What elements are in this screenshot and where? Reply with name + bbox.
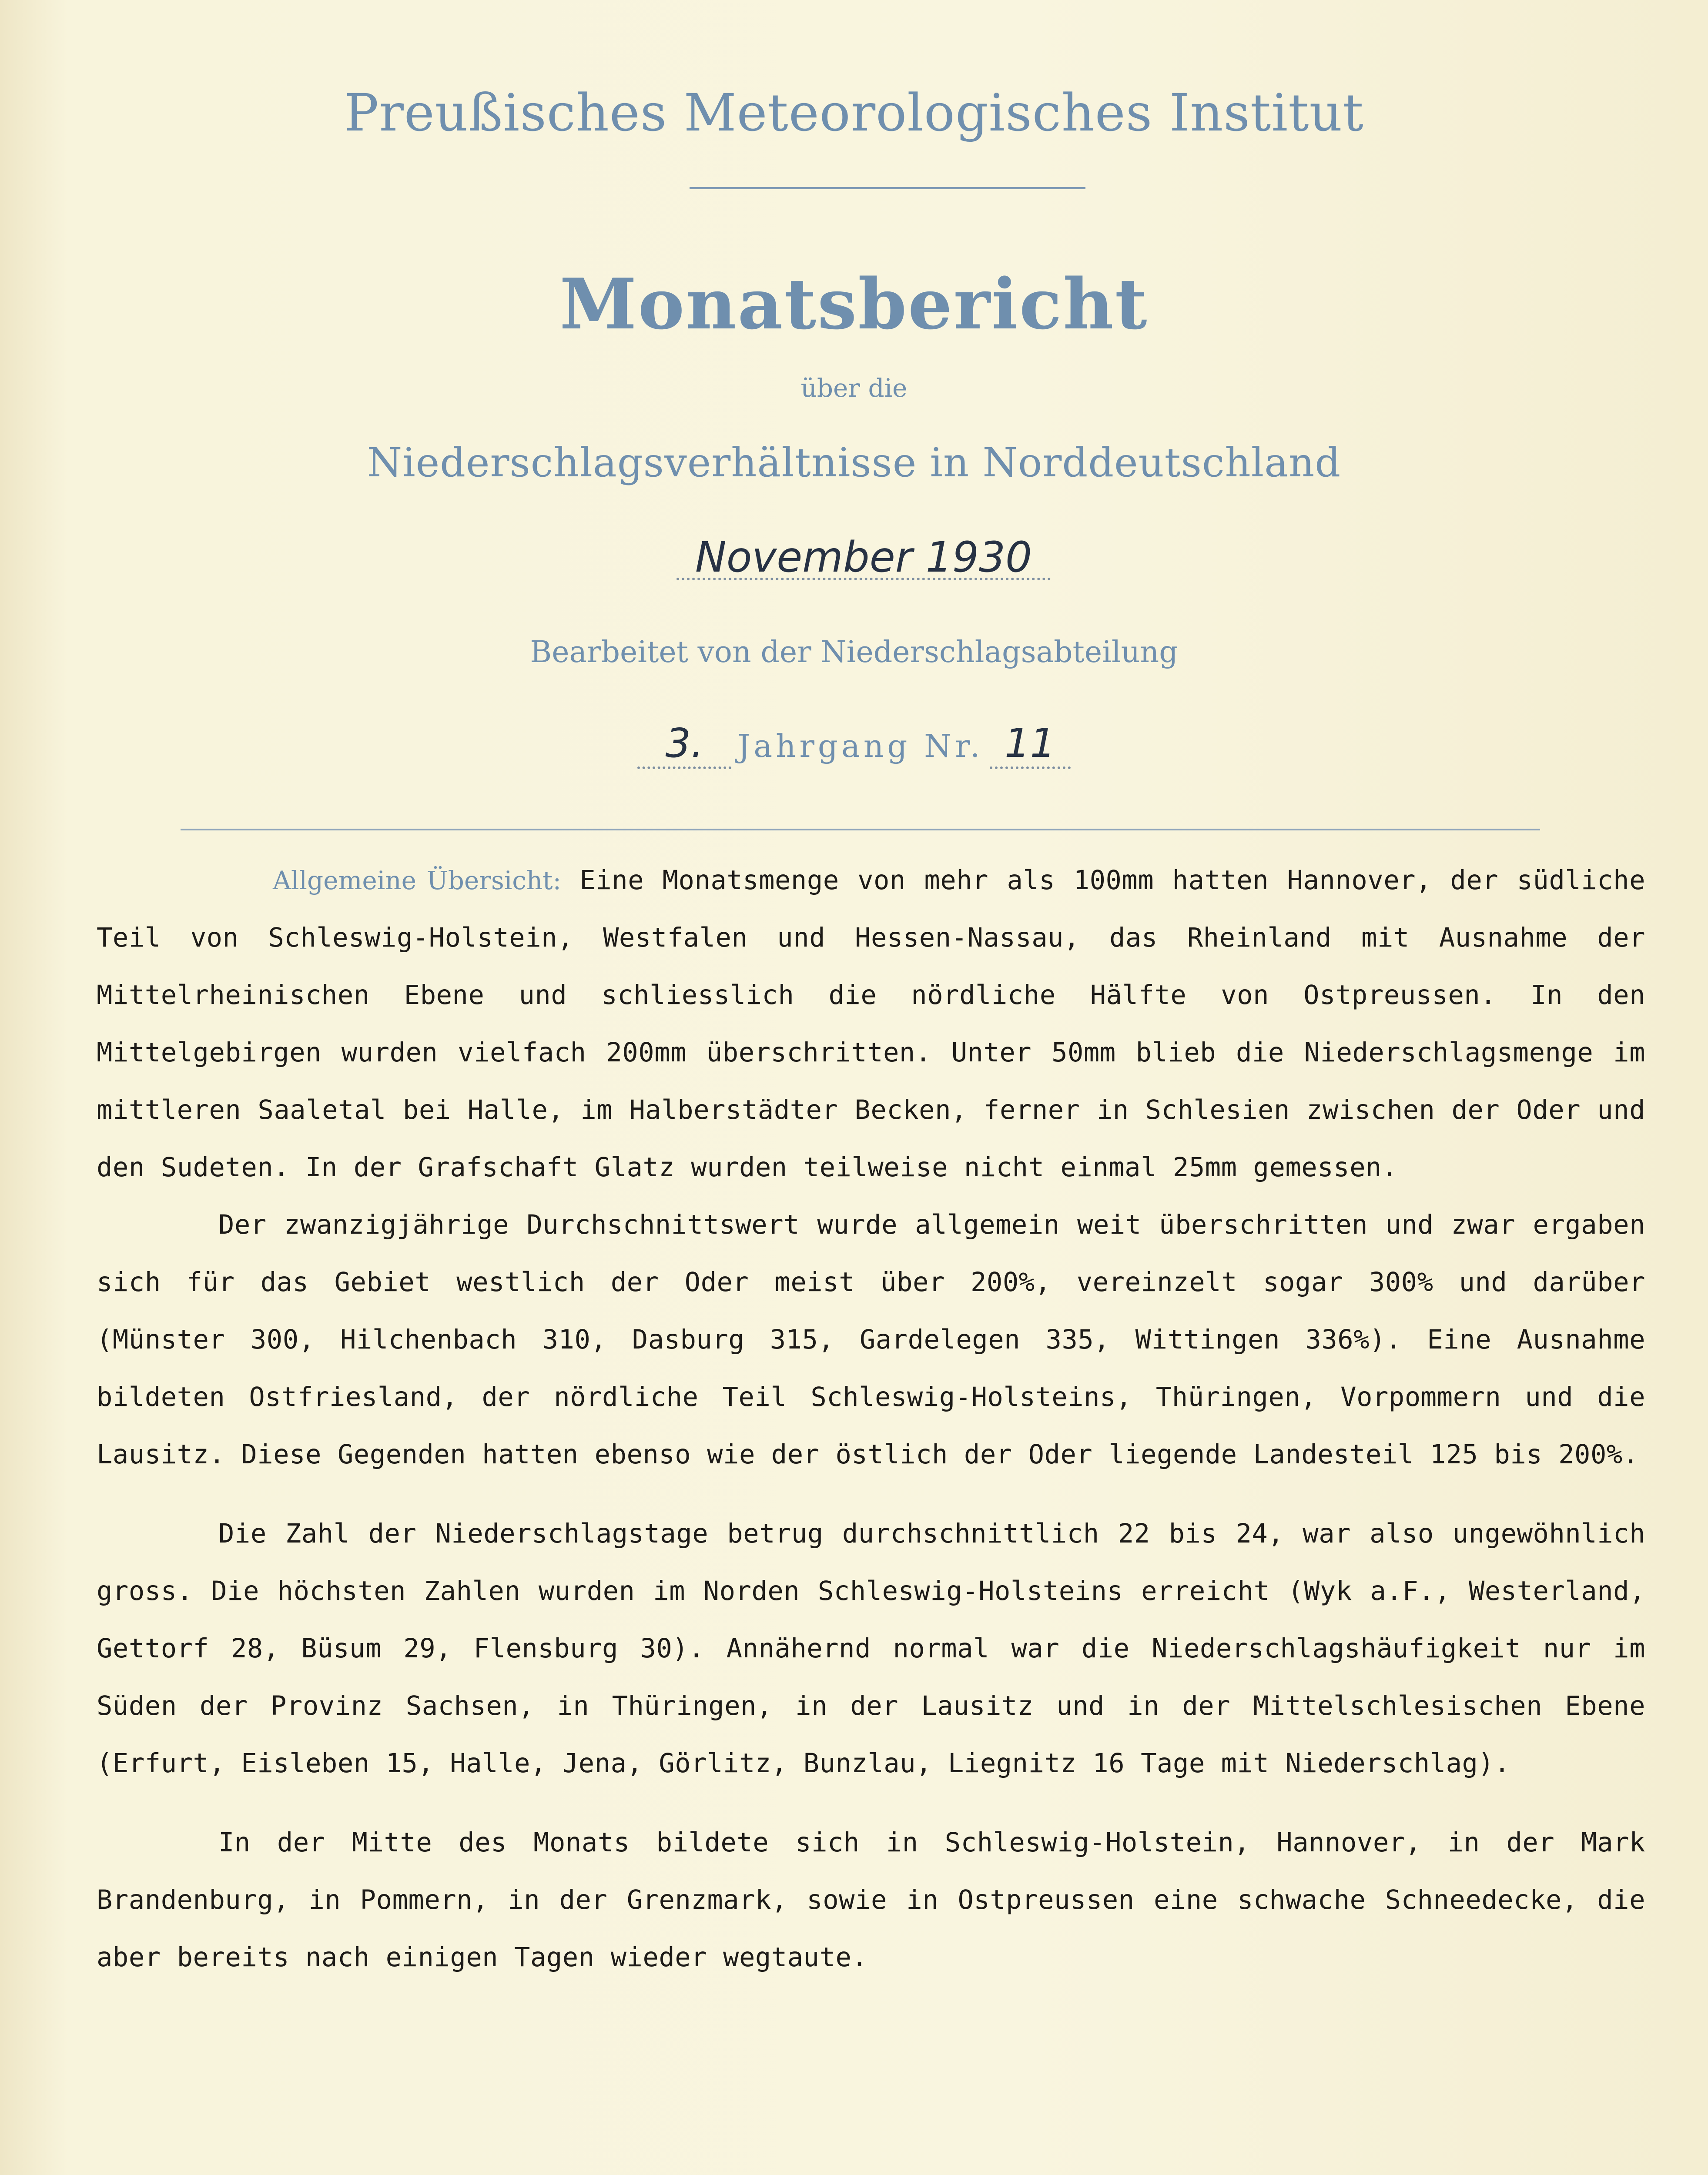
section-label: Allgemeine Übersicht: — [273, 866, 561, 895]
paragraph-precip-days: Die Zahl der Niederschlagstage betrug durchschnittlich 22 bis 24, war also ungewöhnlich gross. Die höchsten Zahlen wurden im Norden Schleswig-Holsteins erreicht (Wyk a.F., Westerland, Gettorf 28, Büsum 29, Flensburg 30). Annähernd normal war die Niederschlagshäufigkeit nur im Süden der Provinz Sachsen, in Thüringen, in der Lausitz und in der Mittelschlesischen Ebene (Erfurt, Eisleben 15, Halle, Jena, Görlitz, Bunzlau, Liegnitz 16 Tage mit Niederschlag). — [97, 1519, 1645, 1779]
report-month: November 1930 — [695, 533, 1032, 582]
issue-number: 11 — [990, 720, 1071, 769]
report-subtitle-connector: über die — [800, 373, 908, 403]
paragraph-average: Der zwanzigjährige Durchschnittswert wurde allgemein weit überschritten und zwar ergaben sich für das Gebiet westlich der Oder meist über 200%, vereinzelt sogar 300% und darüber (Münster 300, Hilchenbach 310, Dasburg 315, Gardelegen 335, Wittingen 336%). Eine Ausnahme bildeten Ostfriesland, der nördliche Teil Schleswig-Holsteins, Thüringen, Vorpommern und die Lausitz. Diese Gegenden hatten ebenso wie der östlich der Oder liegende Landesteil 125 bis 200%. — [97, 1210, 1645, 1470]
header-divider-short — [690, 187, 1085, 189]
report-title: Monatsbericht — [559, 263, 1149, 345]
header-divider-long — [181, 829, 1540, 830]
volume-label: Jahrgang Nr. — [737, 728, 984, 764]
institute-name: Preußisches Meteorologisches Institut — [344, 83, 1364, 143]
report-subject: Niederschlagsverhältnisse in Norddeutschland — [367, 439, 1341, 486]
paragraph-overview — [97, 852, 1645, 1196]
editor-line: Bearbeitet von der Niederschlagsabteilung — [530, 635, 1178, 669]
volume-issue-line — [0, 720, 1708, 769]
volume-number: 3. — [637, 720, 731, 769]
paragraph-snow-cover: In der Mitte des Monats bildete sich in Schleswig-Holstein, Hannover, in der Mark Brandenburg, in Pommern, in der Grenzmark, sowie in Ostpreussen eine schwache Schneedecke, die aber bereits nach einigen Tagen wieder wegtaute. — [97, 1827, 1645, 1973]
report-body — [97, 852, 1645, 1986]
paragraph-text: Eine Monatsmenge von mehr als 100mm hatten Hannover, der südliche Teil von Schleswig-Holstein, Westfalen und Hessen-Nassau, das Rheinland mit Ausnahme der Mittelrheinischen Ebene und schliesslich die nördliche Hälfte von Ostpreussen. In den Mittelgebirgen wurden vielfach 200mm überschritten. Unter 50mm blieb die Niederschlagsmenge im mittleren Saaletal bei Halle, im Halberstädter Becken, ferner in Schlesien zwischen der Oder und den Sudeten. In der Grafschaft Glatz wurden teilweise nicht einmal 25mm gemessen. — [97, 865, 1645, 1183]
